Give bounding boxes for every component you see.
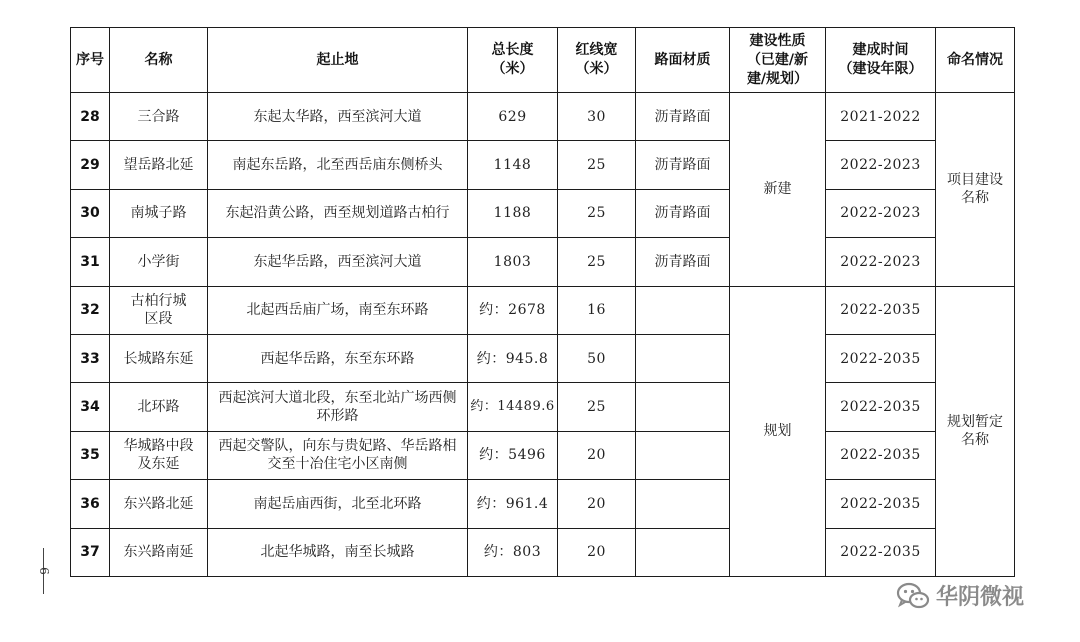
- row-route: 南起岳庙西街，北至北环路: [208, 480, 468, 528]
- header-length-unit: （米）: [491, 61, 534, 77]
- row-no: 37: [71, 528, 110, 576]
- row-no: 34: [71, 383, 110, 431]
- header-width: [558, 28, 636, 93]
- header-time-line2: （建设年限）: [838, 61, 923, 77]
- row-width: 20: [558, 431, 636, 479]
- row-time: 2021-2022: [826, 93, 936, 141]
- row-surface: [636, 480, 730, 528]
- row-width: 16: [558, 286, 636, 334]
- table-row: [71, 431, 1015, 479]
- watermark: [896, 580, 1024, 611]
- row-name: 小学街: [110, 238, 208, 286]
- nature-planned-cell: 规划: [730, 286, 826, 576]
- row-width: 20: [558, 480, 636, 528]
- row-surface: [636, 528, 730, 576]
- row-name: 三合路: [110, 93, 208, 141]
- row-time: 2022-2023: [826, 238, 936, 286]
- row-name: 华城路中段及东延: [110, 431, 208, 479]
- row-name: 望岳路北延: [110, 141, 208, 189]
- header-nature: [730, 28, 826, 93]
- row-surface: [636, 334, 730, 382]
- road-naming-table: [70, 27, 1015, 577]
- nature-new-cell: 新建: [730, 93, 826, 287]
- row-name: 东兴路北延: [110, 480, 208, 528]
- row-time: 2022-2023: [826, 189, 936, 237]
- table-row: [71, 141, 1015, 189]
- row-time: 2022-2035: [826, 480, 936, 528]
- row-name: 长城路东延: [110, 334, 208, 382]
- row-length: 约：2678: [468, 286, 558, 334]
- row-no: 29: [71, 141, 110, 189]
- row-width: 30: [558, 93, 636, 141]
- row-length: 约：945.8: [468, 334, 558, 382]
- row-route: 东起沿黄公路，西至规划道路古柏行: [208, 189, 468, 237]
- table-row: [71, 238, 1015, 286]
- row-length: 1803: [468, 238, 558, 286]
- row-time: 2022-2023: [826, 141, 936, 189]
- row-time: 2022-2035: [826, 383, 936, 431]
- row-route: 北起西岳庙广场，南至东环路: [208, 286, 468, 334]
- row-name: 古柏行城区段: [110, 286, 208, 334]
- header-nature-line1: 建设性质: [749, 32, 806, 49]
- row-route: 东起太华路，西至滨河大道: [208, 93, 468, 141]
- row-length: 1188: [468, 189, 558, 237]
- wechat-icon: [896, 581, 930, 611]
- page-number: 6: [37, 567, 51, 575]
- naming-planned-cell: [936, 286, 1015, 576]
- row-time: 2022-2035: [826, 431, 936, 479]
- row-no: 28: [71, 93, 110, 141]
- row-no: 33: [71, 334, 110, 382]
- header-route: 起止地: [208, 28, 468, 93]
- watermark-text: 华阴微视: [936, 585, 1025, 610]
- row-no: 36: [71, 480, 110, 528]
- row-surface: 沥青路面: [636, 189, 730, 237]
- row-length: 约：14489.6: [468, 383, 558, 431]
- row-route: 西起华岳路，东至东环路: [208, 334, 468, 382]
- row-name: 南城子路: [110, 189, 208, 237]
- header-length: [468, 28, 558, 93]
- table-row: [71, 93, 1015, 141]
- table-row: [71, 334, 1015, 382]
- row-route: 东起华岳路，西至滨河大道: [208, 238, 468, 286]
- row-route: 西起交警队，向东与贵妃路、华岳路相交至十冶住宅小区南侧: [208, 431, 468, 479]
- row-width: 25: [558, 189, 636, 237]
- table-row: [71, 480, 1015, 528]
- header-nature-line3: 建/规划）: [746, 70, 809, 87]
- row-surface: [636, 286, 730, 334]
- table-row: [71, 528, 1015, 576]
- row-name: 东兴路南延: [110, 528, 208, 576]
- naming-project-line2: 名称: [961, 190, 989, 207]
- row-length: 约：5496: [468, 431, 558, 479]
- header-time: [826, 28, 936, 93]
- row-width: 25: [558, 383, 636, 431]
- naming-project-line1: 项目建设: [947, 172, 1003, 189]
- header-row: [71, 28, 1015, 93]
- header-width-line: 红线宽: [575, 42, 618, 58]
- row-length: 约：961.4: [468, 480, 558, 528]
- row-surface: [636, 431, 730, 479]
- header-width-unit: （米）: [575, 61, 618, 77]
- row-no: 30: [71, 189, 110, 237]
- table-row: [71, 189, 1015, 237]
- row-time: 2022-2035: [826, 528, 936, 576]
- row-surface: [636, 383, 730, 431]
- row-length: 1148: [468, 141, 558, 189]
- table-row: [71, 286, 1015, 334]
- row-width: 25: [558, 238, 636, 286]
- row-route: 北起华城路，南至长城路: [208, 528, 468, 576]
- row-no: 32: [71, 286, 110, 334]
- row-width: 20: [558, 528, 636, 576]
- row-surface: 沥青路面: [636, 93, 730, 141]
- header-no: 序号: [71, 28, 110, 93]
- header-nature-line2: （已建/新: [746, 51, 809, 68]
- header-name: 名称: [110, 28, 208, 93]
- naming-project-cell: [936, 93, 1015, 287]
- row-width: 25: [558, 141, 636, 189]
- table-row: [71, 383, 1015, 431]
- row-length: 629: [468, 93, 558, 141]
- naming-planned-line2: 名称: [961, 432, 989, 449]
- row-no: 35: [71, 431, 110, 479]
- header-naming: 命名情况: [936, 28, 1015, 93]
- header-surface: 路面材质: [636, 28, 730, 93]
- row-length: 约：803: [468, 528, 558, 576]
- row-time: 2022-2035: [826, 286, 936, 334]
- row-surface: 沥青路面: [636, 238, 730, 286]
- header-length-line: 总长度: [491, 42, 534, 58]
- row-no: 31: [71, 238, 110, 286]
- row-route: 南起东岳路，北至西岳庙东侧桥头: [208, 141, 468, 189]
- naming-planned-line1: 规划暂定: [947, 414, 1003, 431]
- row-width: 50: [558, 334, 636, 382]
- row-name: 北环路: [110, 383, 208, 431]
- row-surface: 沥青路面: [636, 141, 730, 189]
- header-time-line1: 建成时间: [852, 42, 909, 58]
- row-route: 西起滨河大道北段，东至北站广场西侧环形路: [208, 383, 468, 431]
- row-time: 2022-2035: [826, 334, 936, 382]
